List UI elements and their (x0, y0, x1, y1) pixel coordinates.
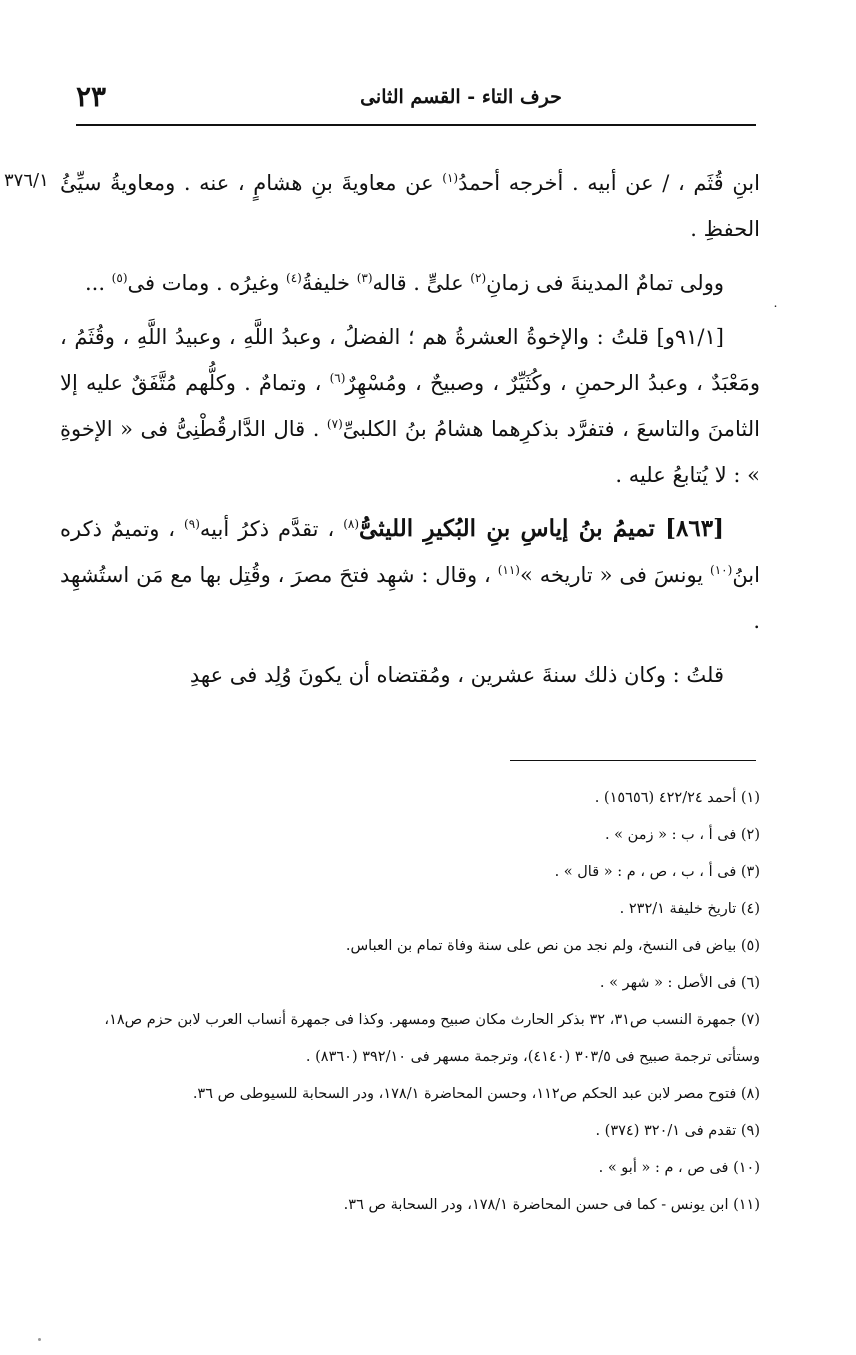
main-text (60, 160, 760, 706)
footnote-9: (٩) تقدم فى ٣٢٠/١ (٣٧٤) . (595, 1123, 760, 1139)
text-run: ابنِ قُثَم ، / عن أبيه . أخرجه أحمدُ (458, 171, 760, 195)
running-title: حرف التاء - القسم الثانى (360, 86, 562, 108)
text-run: ... (84, 271, 112, 295)
manuscript-folio-ref: [٩١/١و] (656, 325, 724, 349)
footnote-ref-1: (١) (442, 171, 459, 185)
footnote-ref-3: (٣) (356, 271, 373, 285)
text-run: ، وقال : شهِد فتحَ مصرَ ، وقُتِل بها مع مَن استُشهِد . (60, 563, 760, 633)
footnote-ref-11: (١١) (497, 563, 520, 577)
footnote-ref-6: (٦) (329, 371, 346, 385)
paragraph-2 (60, 260, 760, 306)
footnote-11: (١١) ابن يونس - كما فى حسن المحاضرة ١٧٨/١، ودر السحابة ص ٣٦. (343, 1197, 760, 1213)
text-run: ، تقدَّم ذكرُ أبيه (199, 517, 344, 541)
entry-heading: [٨٦٣] تميمُ بنُ إياسِ بنِ البُكيرِ الليثىُّ (359, 515, 724, 542)
footnote-7: (٧) جمهرة النسب ص٣١، ٣٢ بذكر الحارث مكان صبيح ومسهر. وكذا فى جمهرة أنساب العرب لابن حزم ص١٨، وستأتى ترجمة صبيح فى ٣٠٣/٥ (٤١٤٠)، وترجمة مسهر فى ٣٩٢/١٠ (٨٣٦٠) . (104, 1012, 760, 1065)
footnote-8: (٨) فتوح مصر لابن عبد الحكم ص١١٢، وحسن المحاضرة ١٧٨/١، ودر السحابة للسيوطى ص ٣٦. (192, 1086, 760, 1102)
text-run: . قال الدَّارقُطْنِىُّ فى « الإخوةِ » : لا يُتابعُ عليه . (60, 417, 760, 487)
paragraph-5: قلتُ : وكان ذلك سنةَ عشرين ، ومُقتضاه أن يكونَ وُلِد فى عهدِ (189, 663, 724, 687)
page-header (76, 80, 756, 120)
footnote-3: (٣) فى أ ، ب ، ص ، م : « قال » . (554, 864, 760, 880)
text-run: وولى تمامٌ المدينةَ فى زمانِ (486, 271, 724, 295)
text-run: ، وتميمٌ ذكره ابنُ (60, 517, 760, 587)
paragraph-4 (60, 506, 760, 644)
text-run: خليفةُ (301, 271, 357, 295)
paragraph-1 (60, 160, 760, 252)
footnote-5: (٥) بياض فى النسخ، ولم نجد من نص على سنة وفاة تمام بن العباس. (345, 938, 760, 954)
margin-volume-reference: ٣٧٦/١ (4, 170, 49, 191)
text-run: قلتُ : والإخوةُ العشرةُ هم ؛ الفضلُ ، وعبدُ اللَّهِ ، وعبيدُ اللَّهِ ، وقُثَمُ ، ومَعْبَدٌ ، وعبدُ الرحمنِ ، وكُثَيِّرٌ ، وصبيحٌ ، ومُسْهِرٌ (60, 325, 760, 395)
text-run: عن معاويةَ بنِ هشامٍ ، عنه . ومعاويةُ سيِّئُ الحفظِ . (60, 171, 760, 241)
text-run: ، وتمامٌ . وكلُّهم مُتَّفَقٌ عليه إلا الثامنَ والتاسعَ ، فتفرَّد بذكرِهما هشامُ بنُ الكلبىِّ (60, 371, 760, 441)
footnote-ref-8: (٨) (343, 517, 360, 531)
text-run: وغيرُه . ومات فى (127, 271, 287, 295)
scan-speck (38, 1338, 41, 1341)
footnote-ref-5: (٥) (111, 271, 128, 285)
footnote-ref-2: (٢) (470, 271, 487, 285)
footnote-4: (٤) تاريخ خليفة ٢٣٢/١ . (619, 901, 760, 917)
footnote-ref-4: (٤) (286, 271, 302, 285)
header-rule (76, 124, 756, 126)
footnote-1: (١) أحمد ٤٢٢/٢٤ (١٥٦٥٦) . (594, 790, 760, 806)
footnote-rule (510, 760, 756, 761)
footnote-ref-7: (٧) (326, 417, 343, 431)
footnote-2: (٢) فى أ ، ب : « زمن » . (604, 827, 760, 843)
text-run: علىٍّ . قاله (372, 271, 471, 295)
footnote-6: (٦) فى الأصل : « شهر » . (599, 975, 760, 991)
page-number: ٢٣ (76, 80, 107, 113)
footnotes (60, 780, 760, 1224)
paragraph-3 (60, 314, 760, 498)
text-run: يونسَ فى « تاريخه » (519, 563, 711, 587)
margin-mark: ˙ (772, 304, 779, 320)
footnote-ref-9: (٩) (184, 517, 200, 531)
footnote-10: (١٠) فى ص ، م : « أبو » . (598, 1160, 760, 1176)
footnote-ref-10: (١٠) (710, 563, 733, 577)
